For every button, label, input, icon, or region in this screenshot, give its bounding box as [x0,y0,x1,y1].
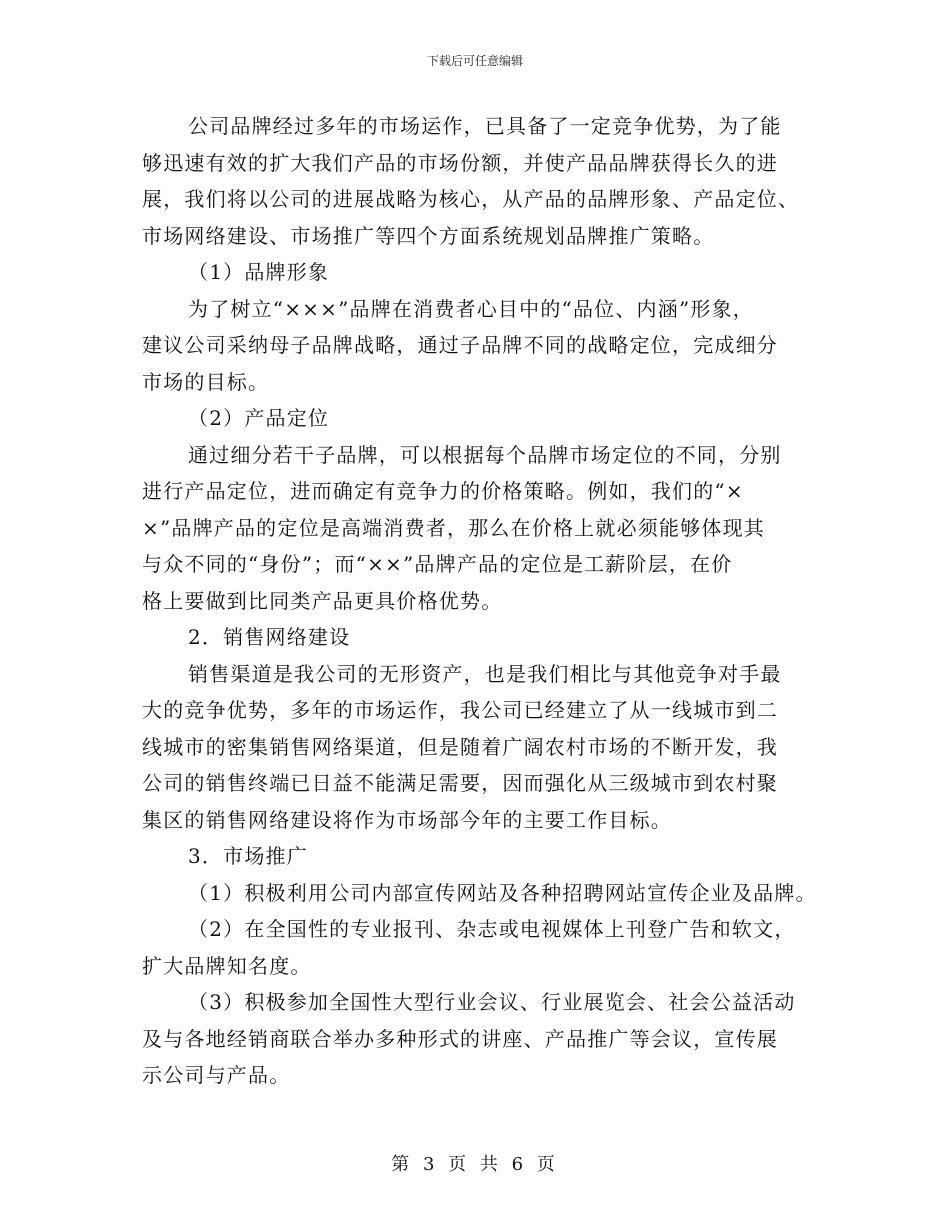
text-line: 及与各地经销商联合举办多种形式的讲座、产品推广等会议，宣传展 [142,1026,778,1051]
text-line: 公司的销售终端已日益不能满足需要，因而强化从三级城市到农村聚 [142,771,778,795]
text-line: 线城市的密集销售网络渠道，但是随着广阔农村市场的不断开发，我 [142,734,778,759]
text-line: 市场网络建设、市场推广等四个方面系统规划品牌推广策略。 [142,223,715,248]
page-footer: 第 3 页 共 6 页 [391,1154,559,1175]
text-line: 示公司与产品。 [142,1063,291,1087]
text-line: 公司品牌经过多年的市场运作，已具备了一定竞争优势，为了能 [188,114,782,138]
text-line: ×”品牌产品的定位是高端消费者，那么在价格上就必须能够体现其 [142,515,765,540]
header-note: 下载后可任意编辑 [426,54,523,68]
text-line: （2）产品定位 [188,406,330,430]
text-line: 通过细分若干子品牌，可以根据每个品牌市场定位的不同，分别 [188,442,782,467]
text-line: 集区的销售网络建设将作为市场部今年的主要工作目标。 [142,807,672,832]
text-line: 够迅速有效的扩大我们产品的市场份额，并使产品品牌获得长久的进 [142,150,778,175]
text-line: 大的竞争优势，多年的市场运作，我公司已经建立了从一线城市到二 [142,698,778,722]
text-line: （3）积极参加全国性大型行业会议、行业展览会、社会公益活动 [188,990,796,1014]
text-line: 与众不同的“身份”；而“××”品牌产品的定位是工薪阶层，在价 [142,552,733,576]
text-line: 销售渠道是我公司的无形资产，也是我们相比与其他竞争对手最 [188,661,782,686]
text-line: （2）在全国性的专业报刊、杂志或电视媒体上刊登广告和软文， [188,917,796,941]
text-line: 进行产品定位，进而确定有竞争力的价格策略。例如，我们的“× [142,479,744,503]
body-text [142,108,832,1094]
text-line: 市场的目标。 [142,369,270,394]
text-line: （1）品牌形象 [188,260,330,284]
text-line: （1）积极利用公司内部宣传网站及各种招聘网站宣传企业及品牌。 [188,880,817,905]
text-line: 建议公司采纳母子品牌战略，通过子品牌不同的战略定位，完成细分 [142,333,778,357]
text-line: 格上要做到比同类产品更具价格优势。 [142,588,503,613]
text-line: 展，我们将以公司的进展战略为核心，从产品的品牌形象、产品定位、 [142,187,800,211]
text-line: 3．市场推广 [188,844,308,868]
text-line: 2．销售网络建设 [188,625,351,649]
text-line: 扩大品牌知名度。 [142,953,312,978]
text-line: 为了树立“×××”品牌在消费者心目中的“品位、内涵”形象， [188,296,754,321]
